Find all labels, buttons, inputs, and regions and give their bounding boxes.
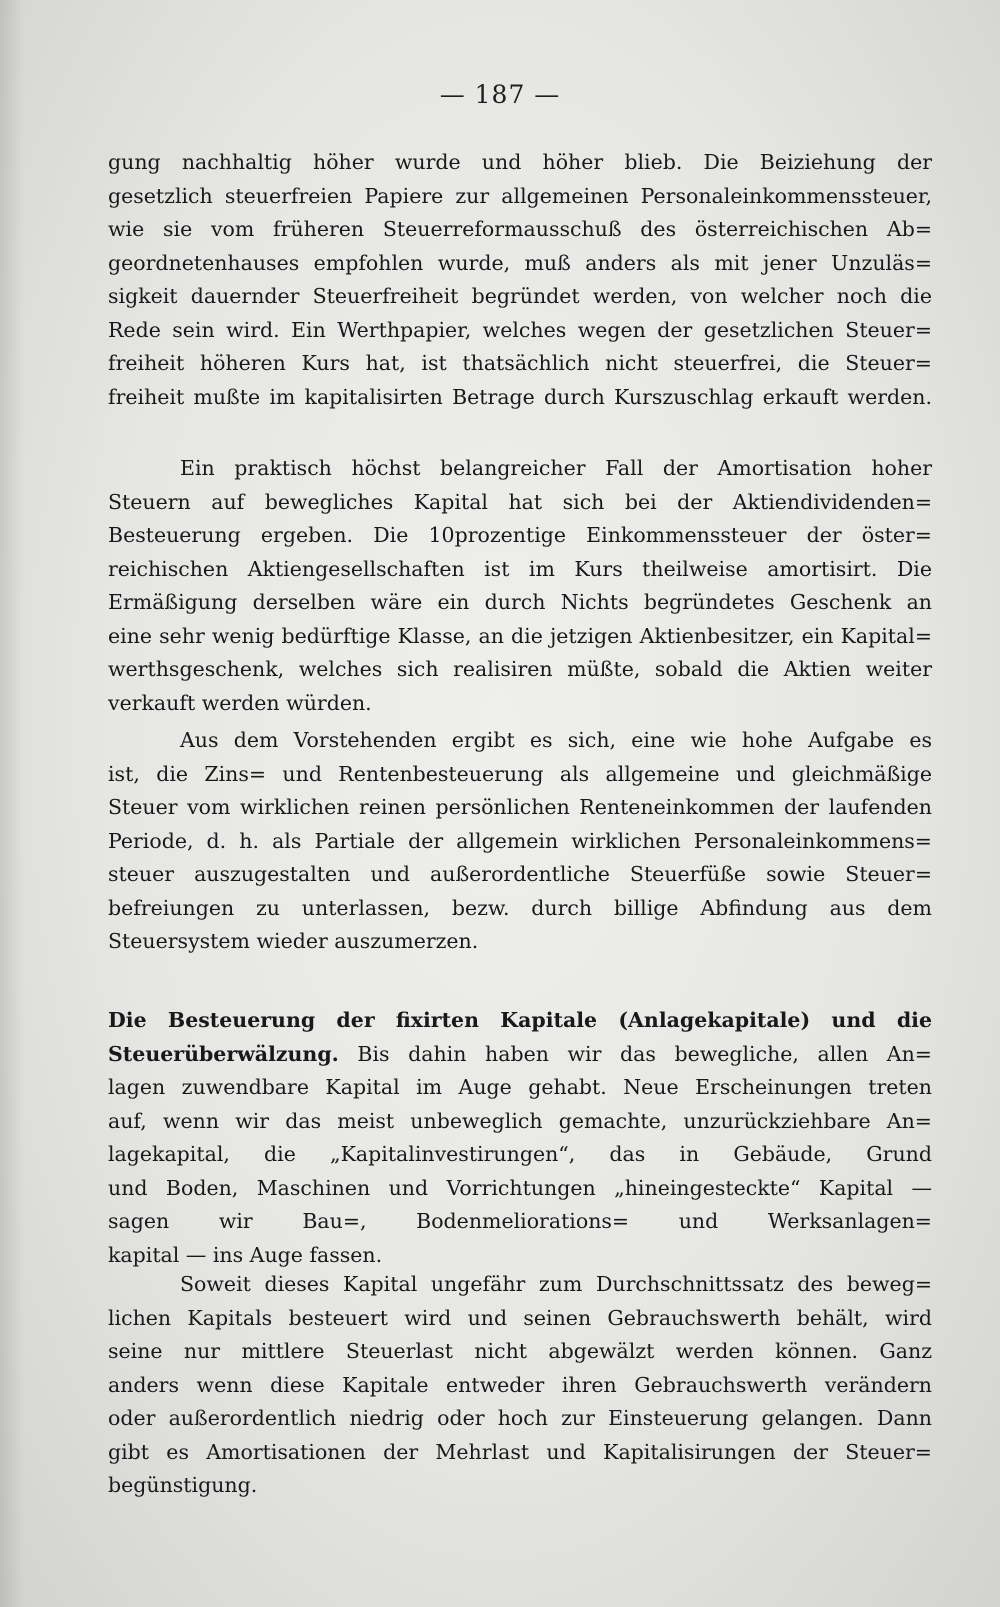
paragraph-1 [108, 146, 932, 414]
text-line: gibt es Amortisationen der Mehrlast und Kapitalisirungen der Steuer= [108, 1439, 932, 1464]
text-line: Steuersystem wieder auszumerzen. [108, 929, 479, 953]
text-line: geordnetenhauses empfohlen wurde, muß anders als mit jener Unzuläs= [108, 250, 932, 275]
text-line: kapital — ins Auge fassen. [108, 1242, 383, 1267]
paragraph-3 [108, 724, 932, 959]
paragraph-4 [108, 1004, 932, 1272]
text-line: lichen Kapitals besteuert wird und seinen Gebrauchswerth behält, wird [108, 1305, 932, 1330]
text-line: anders wenn diese Kapitale entweder ihren Gebrauchswerth verändern [108, 1372, 932, 1397]
text-line-run: Bis dahin haben wir das bewegliche, allen An= [357, 1041, 932, 1066]
text-line [108, 1038, 932, 1072]
gutter-shadow [0, 0, 24, 1607]
text-line: gesetzlich steuerfreien Papiere zur allgemeinen Personaleinkommenssteuer, [108, 183, 932, 208]
text-line: reichischen Aktiengesellschaften ist im Kurs theilweise amortisirt. Die [108, 556, 932, 581]
text-line: verkauft werden würden. [108, 690, 372, 715]
text-line: Aus dem Vorstehenden ergibt es sich, eine wie hohe Aufgabe es [180, 728, 932, 752]
text-line: wie sie vom früheren Steuerreformausschuß des österreichischen Ab= [108, 217, 932, 241]
text-line: oder außerordentlich niedrig oder hoch zur Einsteuerung gelangen. Dann [108, 1406, 932, 1430]
text-line: begünstigung. [108, 1473, 258, 1497]
text-line: auf, wenn wir das meist unbeweglich gemachte, unzurückziehbare An= [108, 1108, 932, 1133]
text-line: befreiungen zu unterlassen, bezw. durch billige Abfindung aus dem [108, 895, 932, 920]
text-line: sigkeit dauernder Steuerfreiheit begründet werden, von welcher noch die [108, 284, 932, 308]
paragraph-2 [108, 452, 932, 720]
text-line: gung nachhaltig höher wurde und höher blieb. Die Beiziehung der [108, 150, 932, 174]
text-line: seine nur mittlere Steuerlast nicht abgewälzt werden können. Ganz [108, 1339, 932, 1363]
text-line: werthsgeschenk, welches sich realisiren müßte, sobald die Aktien weiter [108, 657, 932, 681]
section-heading: Die Besteuerung der fixirten Kapitale (Anlagekapitale) und die [108, 1008, 932, 1032]
text-line: eine sehr wenig bedürftige Klasse, an die jetzigen Aktienbesitzer, ein Kapital= [108, 623, 932, 648]
text-line: freiheit mußte im kapitalisirten Betrage durch Kurszuschlag erkauft werden. [108, 384, 932, 409]
text-line: Steuern auf bewegliches Kapital hat sich bei der Aktiendividenden= [108, 489, 932, 514]
text-line: und Boden, Maschinen und Vorrichtungen „hineingesteckte“ Kapital — [108, 1175, 932, 1200]
section-heading-cont: Steuerüberwälzung. [108, 1041, 339, 1066]
text-line: Steuer vom wirklichen reinen persönlichen Renteneinkommen der laufenden [108, 795, 932, 819]
page-number: — 187 — [439, 80, 561, 109]
text-line: lagen zuwendbare Kapital im Auge gehabt. Neue Erscheinungen treten [108, 1075, 932, 1099]
text-line: Ermäßigung derselben wäre ein durch Nichts begründetes Geschenk an [108, 590, 932, 614]
text-line: steuer auszugestalten und außerordentliche Steuerfüße sowie Steuer= [108, 862, 932, 886]
text-line: ist, die Zins= und Rentenbesteuerung als allgemeine und gleichmäßige [108, 761, 932, 786]
text-line: lagekapital, die „Kapitalinvestirungen“, das in Gebäude, Grund [108, 1142, 932, 1166]
text-line: freiheit höheren Kurs hat, ist thatsächlich nicht steuerfrei, die Steuer= [108, 351, 932, 375]
text-line: Periode, d. h. als Partiale der allgemein wirklichen Personaleinkommens= [108, 828, 932, 853]
text-line: sagen wir Bau=, Bodenmeliorations= und Werksanlagen= [108, 1209, 932, 1233]
text-line: Ein praktisch höchst belangreicher Fall der Amortisation hoher [180, 456, 932, 480]
text-line: Soweit dieses Kapital ungefähr zum Durchschnittssatz des beweg= [180, 1272, 932, 1296]
paragraph-5 [108, 1268, 932, 1503]
text-line: Besteuerung ergeben. Die 10prozentige Einkommenssteuer der öster= [108, 523, 932, 547]
text-line: Rede sein wird. Ein Werthpapier, welches wegen der gesetzlichen Steuer= [108, 317, 932, 342]
